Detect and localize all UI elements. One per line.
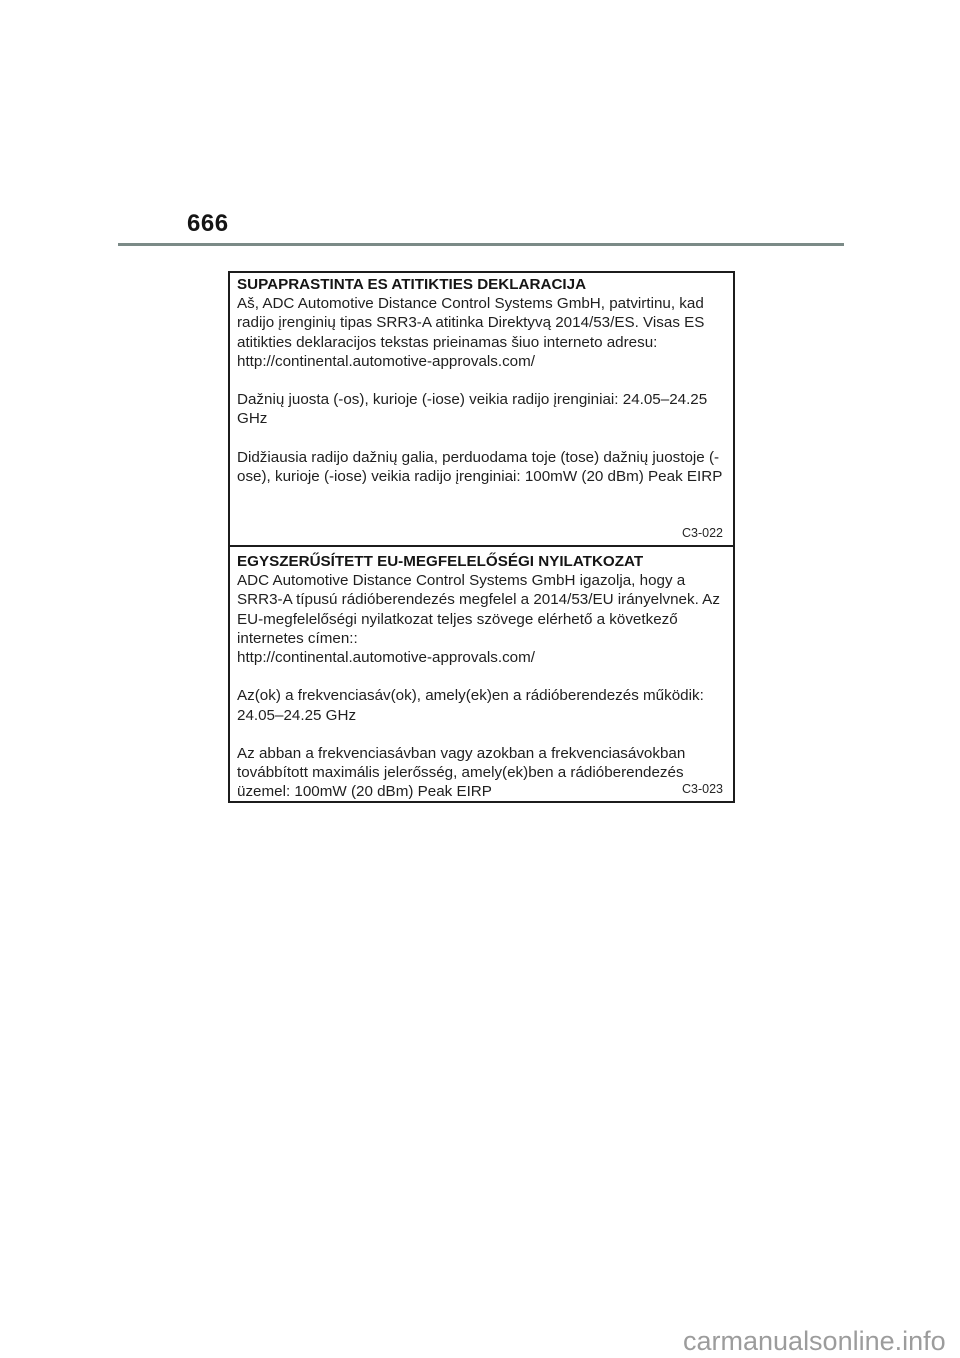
declaration-line: internetes címen:: bbox=[237, 629, 358, 647]
blank-line bbox=[237, 429, 733, 448]
page-number: 666 bbox=[187, 210, 229, 237]
declaration-line: SRR3-A típusú rádióberendezés megfelel a 2014/53/EU irányelvnek. Az bbox=[237, 591, 720, 609]
url-text: http://continental.automotive-approvals.com/ bbox=[237, 352, 536, 370]
declaration-line: ose), kurioje (-iose) veikia radijo įrenginiai: 100mW (20 dBm) Peak EIRP bbox=[237, 467, 723, 485]
declaration-box-hungarian bbox=[228, 545, 735, 803]
watermark-text: carmanualsonline.info bbox=[683, 1326, 946, 1356]
figure-code: C3-023 bbox=[682, 782, 723, 796]
figure-code: C3-022 bbox=[682, 526, 723, 540]
blank-line bbox=[237, 725, 733, 744]
declaration-line: GHz bbox=[237, 410, 268, 428]
declaration-line: ADC Automotive Distance Control Systems GmbH igazolja, hogy a bbox=[237, 572, 686, 590]
declaration-line: továbbított maximális jelerősség, amely(ek)ben a rádióberendezés bbox=[237, 764, 684, 782]
declaration-line: 24.05–24.25 GHz bbox=[237, 706, 357, 724]
declaration-line: Aš, ADC Automotive Distance Control Systems GmbH, patvirtinu, kad bbox=[237, 295, 704, 313]
declaration-box-lithuanian bbox=[228, 271, 735, 547]
blank-line bbox=[237, 371, 733, 390]
declaration-title: EGYSZERŰSÍTETT EU-MEGFELELŐSÉGI NYILATKOZAT bbox=[237, 553, 644, 570]
header-rule-divider bbox=[118, 243, 844, 246]
declaration-line: Az abban a frekvenciasávban vagy azokban a frekvenciasávokban bbox=[237, 744, 686, 762]
url-text: http://continental.automotive-approvals.com/ bbox=[237, 648, 536, 666]
declaration-line: Didžiausia radijo dažnių galia, perduodama toje (tose) dažnių juostoje (- bbox=[237, 448, 720, 466]
declaration-line: Az(ok) a frekvenciasáv(ok), amely(ek)en a rádióberendezés működik: bbox=[237, 687, 704, 705]
declaration-line: Dažnių juosta (-os), kurioje (-iose) veikia radijo įrenginiai: 24.05–24.25 bbox=[237, 391, 708, 409]
declaration-line: EU-megfelelőségi nyilatkozat teljes szövege elérhető a következő bbox=[237, 610, 678, 628]
declaration-line: atitikties deklaracijos tekstas prieinamas šiuo interneto adresu: bbox=[237, 333, 658, 351]
declaration-line: radijo įrenginių tipas SRR3-A atitinka Direktyvą 2014/53/ES. Visas ES bbox=[237, 314, 705, 332]
declaration-title: SUPAPRASTINTA ES ATITIKTIES DEKLARACIJA bbox=[237, 276, 587, 293]
declaration-line: üzemel: 100mW (20 dBm) Peak EIRP bbox=[237, 783, 492, 801]
blank-line bbox=[237, 667, 733, 686]
